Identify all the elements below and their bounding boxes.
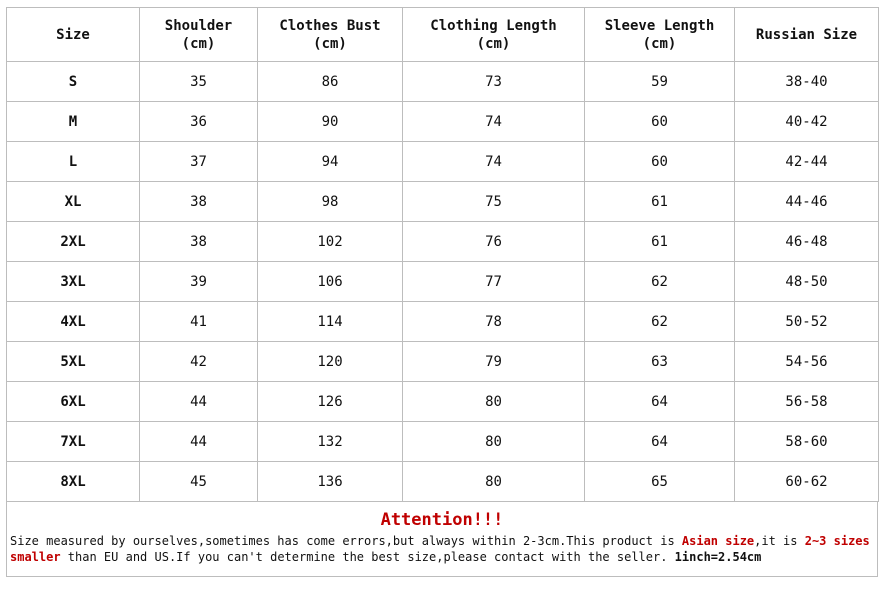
table-cell: 80	[403, 422, 585, 462]
table-cell: 86	[258, 62, 403, 102]
table-row	[7, 342, 879, 382]
table-cell: 120	[258, 342, 403, 382]
table-cell: 64	[585, 422, 735, 462]
table-cell: 60	[585, 142, 735, 182]
table-cell: 63	[585, 342, 735, 382]
table-cell: 75	[403, 182, 585, 222]
column-header	[140, 8, 258, 62]
attention-title: Attention!!!	[380, 510, 504, 530]
size-label-cell: 3XL	[7, 262, 140, 302]
table-row	[7, 462, 879, 502]
table-cell: 64	[585, 382, 735, 422]
column-header-line: Size	[56, 26, 90, 43]
size-label-cell: 6XL	[7, 382, 140, 422]
table-cell: 94	[258, 142, 403, 182]
size-label-cell: 7XL	[7, 422, 140, 462]
table-cell: 77	[403, 262, 585, 302]
table-cell: 61	[585, 182, 735, 222]
header-row	[7, 8, 879, 62]
table-cell: 54-56	[735, 342, 879, 382]
table-cell: 80	[403, 382, 585, 422]
size-label-cell: S	[7, 62, 140, 102]
smaller-highlight: 2~3 sizes smaller	[10, 534, 870, 564]
table-cell: 106	[258, 262, 403, 302]
table-cell: 50-52	[735, 302, 879, 342]
size-label-cell: 5XL	[7, 342, 140, 382]
table-cell: 35	[140, 62, 258, 102]
table-row	[7, 262, 879, 302]
table-cell: 42-44	[735, 142, 879, 182]
notice-text-part1: Size measured by ourselves,sometimes has come errors,but always within 2-3cm.This product is	[10, 534, 682, 548]
size-label-cell: 8XL	[7, 462, 140, 502]
column-header	[585, 8, 735, 62]
table-cell: 74	[403, 102, 585, 142]
table-row	[7, 422, 879, 462]
column-header-line: Russian Size	[755, 26, 858, 43]
inch-conversion: 1inch=2.54cm	[674, 550, 762, 564]
asian-size-highlight: Asian size	[681, 534, 755, 548]
attention-text	[10, 533, 874, 565]
table-cell: 41	[140, 302, 258, 342]
table-cell: 58-60	[735, 422, 879, 462]
table-cell: 37	[140, 142, 258, 182]
table-row	[7, 142, 879, 182]
table-row	[7, 182, 879, 222]
table-cell: 44	[140, 422, 258, 462]
column-header-line: (cm)	[476, 35, 511, 52]
table-cell: 62	[585, 302, 735, 342]
table-cell: 38-40	[735, 62, 879, 102]
table-row	[7, 222, 879, 262]
table-row	[7, 102, 879, 142]
size-label-cell: 2XL	[7, 222, 140, 262]
table-cell: 39	[140, 262, 258, 302]
table-row	[7, 382, 879, 422]
table-cell: 126	[258, 382, 403, 422]
table-cell: 136	[258, 462, 403, 502]
table-cell: 61	[585, 222, 735, 262]
notice-text-part3: than EU and US.If you can't determine the best size,please contact with the seller.	[60, 550, 675, 564]
table-body	[7, 62, 879, 502]
column-header	[735, 8, 879, 62]
notice-text-part2: ,it is	[754, 534, 805, 548]
size-label-cell: XL	[7, 182, 140, 222]
table-cell: 78	[403, 302, 585, 342]
table-cell: 42	[140, 342, 258, 382]
table-cell: 40-42	[735, 102, 879, 142]
table-cell: 80	[403, 462, 585, 502]
table-cell: 59	[585, 62, 735, 102]
table-cell: 132	[258, 422, 403, 462]
table-cell: 36	[140, 102, 258, 142]
table-cell: 38	[140, 222, 258, 262]
table-cell: 44-46	[735, 182, 879, 222]
column-header	[7, 8, 140, 62]
column-header-line: Shoulder	[164, 17, 233, 34]
table-cell: 45	[140, 462, 258, 502]
table-cell: 62	[585, 262, 735, 302]
size-label-cell: L	[7, 142, 140, 182]
column-header	[403, 8, 585, 62]
column-header-line: Sleeve Length	[604, 17, 715, 34]
column-header-line: (cm)	[181, 35, 216, 52]
table-cell: 73	[403, 62, 585, 102]
table-cell: 74	[403, 142, 585, 182]
table-cell: 56-58	[735, 382, 879, 422]
table-cell: 114	[258, 302, 403, 342]
table-cell: 90	[258, 102, 403, 142]
table-cell: 65	[585, 462, 735, 502]
column-header	[258, 8, 403, 62]
size-label-cell: 4XL	[7, 302, 140, 342]
table-cell: 60-62	[735, 462, 879, 502]
column-header-line: (cm)	[313, 35, 347, 52]
table-cell: 76	[403, 222, 585, 262]
column-header-line: (cm)	[642, 35, 677, 52]
table-cell: 46-48	[735, 222, 879, 262]
column-header-line: Clothing Length	[430, 17, 557, 34]
table-cell: 44	[140, 382, 258, 422]
table-cell: 79	[403, 342, 585, 382]
table-row	[7, 302, 879, 342]
size-chart	[6, 7, 878, 577]
table-cell: 60	[585, 102, 735, 142]
size-label-cell: M	[7, 102, 140, 142]
column-header-line: Clothes Bust	[279, 17, 381, 34]
table-cell: 48-50	[735, 262, 879, 302]
size-table	[6, 7, 879, 502]
attention-notice	[6, 502, 878, 577]
table-cell: 38	[140, 182, 258, 222]
table-cell: 98	[258, 182, 403, 222]
table-cell: 102	[258, 222, 403, 262]
table-row	[7, 62, 879, 102]
